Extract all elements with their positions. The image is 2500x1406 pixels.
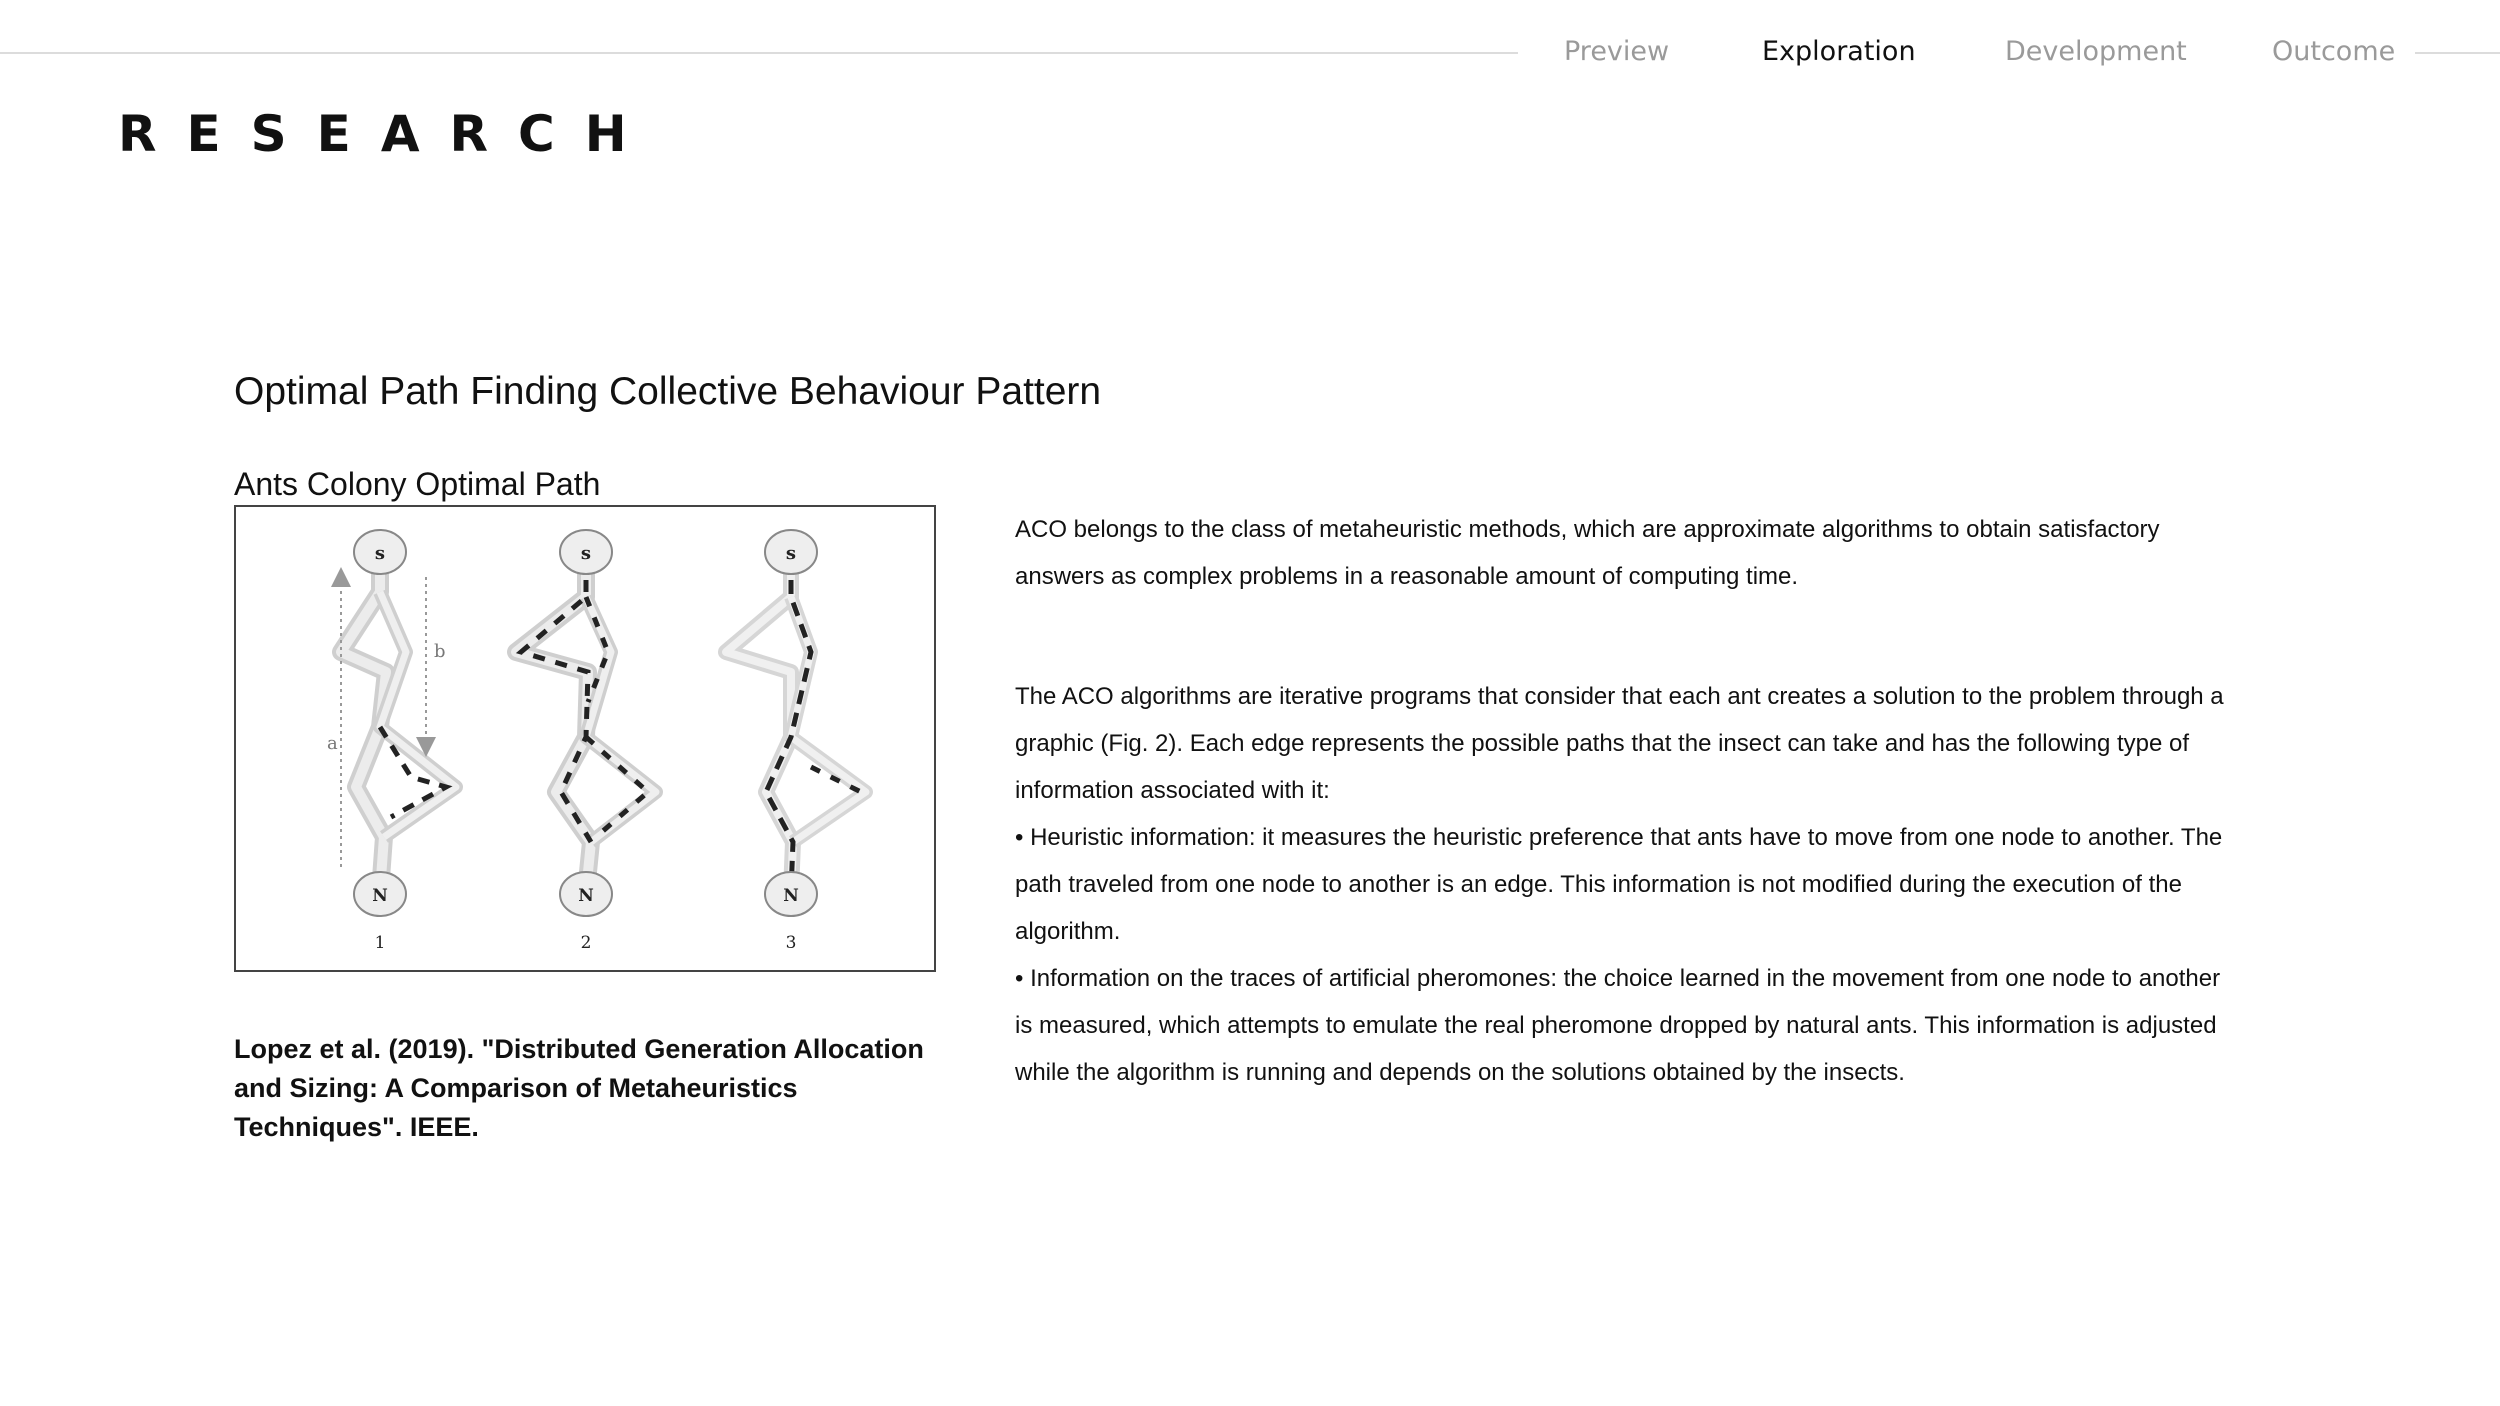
panel-2-diagram [516,552,656,892]
nav-item-preview[interactable]: Preview [1564,36,1670,67]
start-node-2 [560,530,612,574]
bullet2-line-2: is measured, which attempts to emulate the real pheromone dropped by natural ants. This information is adjusted [1015,1012,2217,1039]
page-heading: Optimal Path Finding Collective Behaviour Pattern [234,370,1102,413]
nav-divider-left [0,52,1518,54]
svg-text:s: s [785,543,797,564]
ant-colony-diagram [236,507,938,974]
panel-1-diagram [327,552,456,892]
citation-line-3: Techniques". IEEE. [234,1112,479,1142]
ant-colony-figure [234,505,936,972]
body-text [1015,506,2305,1096]
section-title: RESEARCH [118,105,657,163]
para2-line-2: graphic (Fig. 2). Each edge represents the possible paths that the insect can take and has the following type of [1015,730,2190,757]
end-node-3 [765,872,817,916]
svg-text:s: s [580,543,592,564]
nav-item-development[interactable]: Development [2005,36,2187,67]
bullet2-line-3: while the algorithm is running and depends on the solutions obtained by the insects. [1015,1059,1905,1086]
citation-line-2: and Sizing: A Comparison of Metaheuristics [234,1073,798,1103]
svg-text:N: N [578,886,594,906]
para1-line-2: answers as complex problems in a reasonable amount of computing time. [1015,563,1799,590]
end-node-1 [354,872,406,916]
svg-text:N: N [372,886,388,906]
bullet1-line-2: path traveled from one node to another is an edge. This information is not modified during the execution of the [1015,871,2182,898]
arrow-label-a: a [327,733,338,754]
figure-citation [234,1030,954,1147]
para1-line-1: ACO belongs to the class of metaheuristic methods, which are approximate algorithms to obtain satisfactory [1015,516,2160,543]
panel-label-1: 1 [374,933,386,953]
start-node-1 [354,530,406,574]
nav-divider-right [2415,52,2500,54]
arrow-label-b: b [434,641,446,662]
panel-label-3: 3 [785,933,797,953]
bullet1-line-3: algorithm. [1015,918,1121,945]
para2-line-3: information associated with it: [1015,777,1330,804]
bullet1-line-1: • Heuristic information: it measures the heuristic preference that ants have to move from one node to another. The [1015,824,2223,851]
bullet2-line-1: • Information on the traces of artificial pheromones: the choice learned in the movement from one node to another [1015,965,2221,992]
panel-3-diagram [726,552,866,892]
figure-title: Ants Colony Optimal Path [234,466,601,502]
svg-text:s: s [374,543,386,564]
nav-item-exploration[interactable]: Exploration [1762,36,1916,67]
end-node-2 [560,872,612,916]
panel-label-2: 2 [580,933,592,953]
svg-text:N: N [783,886,799,906]
para2-line-1: The ACO algorithms are iterative programs that consider that each ant creates a solution to the problem through a [1015,683,2224,710]
nav-item-outcome[interactable]: Outcome [2272,36,2396,67]
citation-line-1: Lopez et al. (2019). "Distributed Generation Allocation [234,1034,924,1064]
start-node-3 [765,530,817,574]
